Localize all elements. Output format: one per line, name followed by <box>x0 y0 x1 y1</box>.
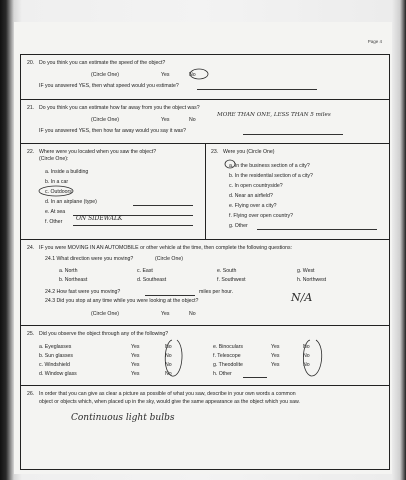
q25-yes: Yes <box>271 353 280 359</box>
q21-number: 21. <box>27 105 35 111</box>
q20-no: No <box>189 72 196 78</box>
q25-yes: Yes <box>131 362 140 368</box>
q25-item-b: b. Sun glasses <box>39 353 74 359</box>
q23-option-e: e. Flying over a city? <box>229 203 277 209</box>
q22-circle-instruction: (Circle One): <box>39 156 69 162</box>
q25-item-d: d. Window glass <box>39 371 77 377</box>
q22-option-c: c. Outdoors <box>45 189 72 195</box>
q24-3-yes: Yes <box>161 311 170 317</box>
q23-option-d: d. Near an airfield? <box>229 193 273 199</box>
q23-number: 23. <box>211 149 219 155</box>
q24-3-circle: (Circle One) <box>91 311 119 317</box>
q21-no: No <box>189 117 196 123</box>
q25-item-e: e. Binoculars <box>213 344 243 350</box>
q22-option-e: e. At sea <box>45 209 66 215</box>
divider <box>21 385 389 386</box>
q22-option-b: b. In a car <box>45 179 69 185</box>
q25-yes: Yes <box>131 371 140 377</box>
q20-yes: Yes <box>161 72 170 78</box>
q25-no: No <box>165 371 172 377</box>
q25-no: No <box>303 353 310 359</box>
q22-option-d: d. In an airplane (type) <box>45 199 97 205</box>
q23-question: Were you (Circle One) <box>223 149 275 155</box>
q25-other-line <box>243 377 267 378</box>
q25-yes: Yes <box>271 344 280 350</box>
q23-option-f: f. Flying over open country? <box>229 213 294 219</box>
q24-question: IF you were MOVING IN AN AUTOMOBILE or other vehicle at the time, then complete the following questions: <box>39 245 293 251</box>
q24-2-question: 24.2 How fast were you moving? <box>45 289 121 295</box>
q24-2-unit: miles per hour. <box>199 289 234 295</box>
form-frame <box>20 54 390 470</box>
q25-no: No <box>165 344 172 350</box>
direction-a: a. North <box>59 268 78 274</box>
q24-1-question: 24.1 What direction were you moving? <box>45 256 134 262</box>
q21-circle-instruction: (Circle One) <box>91 117 119 123</box>
q25-no: No <box>303 344 310 350</box>
divider <box>21 325 389 326</box>
q26-question-line2: object or objects which, when placed up in the sky, would give the same appearance as the object which you saw. <box>39 399 300 405</box>
q25-question: Did you observe the object through any of the following? <box>39 331 169 337</box>
q25-item-a: a. Eyeglasses <box>39 344 72 350</box>
q26-handwritten-answer: Continuous light bulbs <box>71 413 175 423</box>
q20-question: Do you think you can estimate the speed of the object? <box>39 60 166 66</box>
q20-answer-line <box>197 89 317 90</box>
direction-b: b. Northeast <box>59 277 88 283</box>
q22-option-f: f. Other <box>45 219 63 225</box>
q25-item-f: f. Telescope <box>213 353 241 359</box>
q22-number: 22. <box>27 149 35 155</box>
q25-yes: Yes <box>271 362 280 368</box>
q25-item-c: c. Windshield <box>39 362 70 368</box>
q23-other-line <box>257 229 377 230</box>
q25-item-h: h. Other <box>213 371 232 377</box>
q23-option-g: g. Other <box>229 223 248 229</box>
q24-2-speed-line <box>145 295 195 296</box>
q22-airplane-line <box>133 205 193 206</box>
q25-yes: Yes <box>131 344 140 350</box>
direction-c: c. East <box>137 268 153 274</box>
direction-d: d. Southeast <box>137 277 167 283</box>
questionnaire-page <box>14 22 392 474</box>
direction-h: h. Northwest <box>297 277 327 283</box>
direction-f: f. Southwest <box>217 277 246 283</box>
q20-circle-instruction: (Circle One) <box>91 72 119 78</box>
q25-no: No <box>303 362 310 368</box>
q20-number: 20. <box>27 60 35 66</box>
q25-no: No <box>165 362 172 368</box>
q22-question: Where were you located when you saw the object? <box>39 149 157 155</box>
q24-number: 24. <box>27 245 35 251</box>
q21-question: Do you think you can estimate how far away from you the object was? <box>39 105 200 111</box>
q23-option-a: a. In the business section of a city? <box>229 163 310 169</box>
q21-followup: IF you answered YES, then how far away would you say it was? <box>39 128 186 134</box>
q25-item-g: g. Theodolite <box>213 362 243 368</box>
direction-e: e. South <box>217 268 237 274</box>
q24-1-circle: (Circle One) <box>155 256 183 262</box>
column-divider <box>205 143 206 239</box>
q21-yes: Yes <box>161 117 170 123</box>
q22-option-a: a. Inside a building <box>45 169 89 175</box>
q22-other-line <box>73 225 193 226</box>
q26-number: 26. <box>27 391 35 397</box>
q23-option-c: c. In open countryside? <box>229 183 283 189</box>
page-number: Page 4 <box>367 39 382 44</box>
q25-number: 25. <box>27 331 35 337</box>
direction-g: g. West <box>297 268 315 274</box>
q20-followup: IF you answered YES, then what speed would you estimate? <box>39 83 179 89</box>
q24-3-question: 24.3 Did you stop at any time while you were looking at the object? <box>45 298 199 304</box>
q23-option-b: b. In the residential section of a city? <box>229 173 313 179</box>
q21-answer-line <box>243 134 343 135</box>
q25-no: No <box>165 353 172 359</box>
q25-yes: Yes <box>131 353 140 359</box>
divider <box>21 239 389 240</box>
q22-handwritten-other: ON SIDEWALK <box>76 215 123 222</box>
q26-question-line1: In order that you can give as clear a picture as possible of what you saw, describe in your own words a common <box>39 391 296 397</box>
q24-handwritten-na: N/A <box>291 291 313 304</box>
q21-handwritten-distance: MORE THAN ONE, LESS THAN 5 miles <box>217 112 331 118</box>
q24-3-no: No <box>189 311 196 317</box>
divider <box>21 99 389 100</box>
